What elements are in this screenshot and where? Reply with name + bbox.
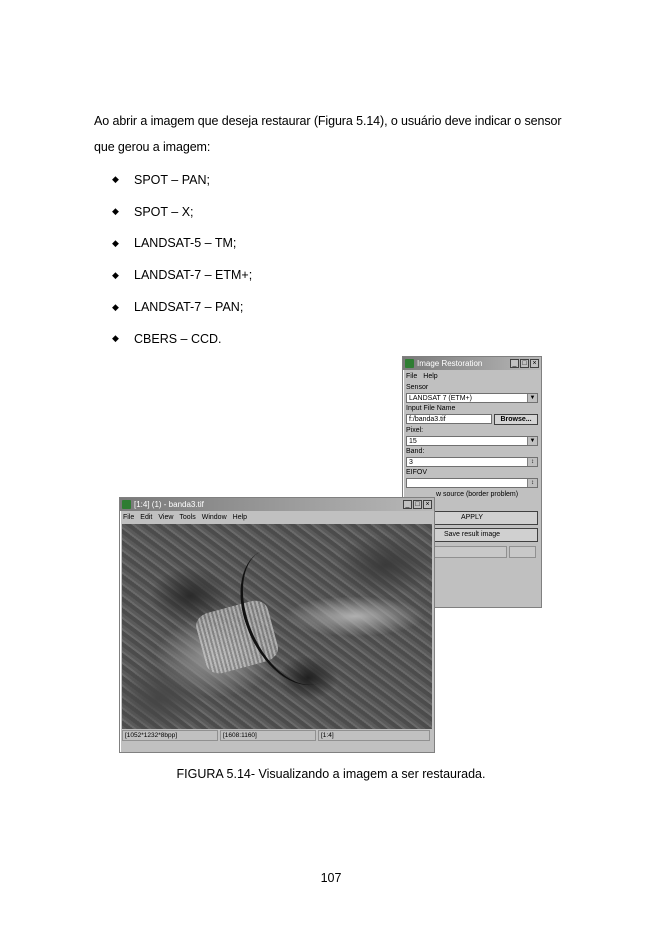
minimize-button[interactable]: _ <box>403 500 412 509</box>
bullet-icon: ◆ <box>112 237 119 248</box>
maximize-button[interactable]: □ <box>413 500 422 509</box>
viewer-statusbar <box>122 730 432 741</box>
restoration-titlebar[interactable] <box>403 357 541 370</box>
close-button[interactable]: × <box>530 359 539 368</box>
chevron-down-icon[interactable]: ▼ <box>527 394 537 402</box>
list-item <box>112 323 252 355</box>
sensor-item: LANDSAT-7 – ETM+; <box>134 268 253 283</box>
app-icon <box>405 359 414 368</box>
sensor-item: LANDSAT-7 – PAN; <box>134 300 244 315</box>
bullet-icon: ◆ <box>112 301 119 312</box>
band-value: 3 <box>409 459 413 466</box>
stepper-icon[interactable]: ↕ <box>527 479 537 487</box>
list-item <box>112 259 252 291</box>
sensor-select[interactable] <box>406 393 538 403</box>
bullet-icon: ◆ <box>112 269 119 280</box>
sensor-list <box>112 164 252 355</box>
menu-tools[interactable]: Tools <box>179 513 196 521</box>
pixel-label: Pixel: <box>406 427 424 434</box>
efov-label: EIFOV <box>406 469 428 476</box>
list-item <box>112 228 252 260</box>
border-checkbox-label[interactable]: w source (border problem) <box>436 491 519 498</box>
app-icon <box>122 500 131 509</box>
minimize-button[interactable]: _ <box>510 359 519 368</box>
pixel-select[interactable] <box>406 436 538 446</box>
image-viewer-window <box>119 497 435 753</box>
sensor-select-value: LANDSAT 7 (ETM+) <box>409 395 472 402</box>
status-coordinates: [1608:1160] <box>220 730 316 741</box>
page-number: 107 <box>320 871 342 885</box>
satellite-image[interactable] <box>122 524 432 729</box>
sensor-item: CBERS – CCD. <box>134 331 222 346</box>
menu-window[interactable]: Window <box>201 513 227 521</box>
window-title: [1:4] (1) - banda3.tif <box>134 500 204 509</box>
input-file-value: f:/banda3.tif <box>409 416 446 423</box>
menu-bar <box>120 511 434 523</box>
menu-file[interactable]: File <box>406 372 418 380</box>
stepper-icon[interactable]: ↕ <box>527 458 537 466</box>
viewer-titlebar[interactable] <box>120 498 434 511</box>
list-item <box>112 196 252 228</box>
menu-file[interactable]: File <box>123 513 135 521</box>
chevron-down-icon[interactable]: ▼ <box>527 437 537 445</box>
sensor-item: SPOT – PAN; <box>134 172 210 187</box>
efov-stepper[interactable] <box>406 478 538 488</box>
menu-help[interactable]: Help <box>423 372 438 380</box>
menu-view[interactable]: View <box>158 513 174 521</box>
input-file-label: Input File Name <box>406 405 456 412</box>
figure-caption: FIGURA 5.14- Visualizando a imagem a ser restaurada. <box>176 767 486 781</box>
status-dimensions: [1052*1232*8bpp] <box>122 730 218 741</box>
sensor-item: SPOT – X; <box>134 204 194 219</box>
maximize-button[interactable]: □ <box>520 359 529 368</box>
bullet-icon: ◆ <box>112 206 119 217</box>
band-stepper[interactable] <box>406 457 538 467</box>
list-item <box>112 291 252 323</box>
sensor-item: LANDSAT-5 – TM; <box>134 236 237 251</box>
list-item <box>112 164 252 196</box>
save-result-button[interactable]: Save result image <box>406 528 538 542</box>
sensor-label: Sensor <box>406 384 429 391</box>
browse-button[interactable]: Browse... <box>494 414 538 425</box>
close-button[interactable]: × <box>423 500 432 509</box>
menu-edit[interactable]: Edit <box>140 513 153 521</box>
band-label: Band: <box>406 448 425 455</box>
menu-help[interactable]: Help <box>232 513 248 521</box>
image-detail <box>224 533 357 699</box>
status-zoom: [1:4] <box>318 730 430 741</box>
pixel-value: 15 <box>409 438 417 445</box>
window-title: Image Restoration <box>417 359 483 368</box>
bullet-icon: ◆ <box>112 333 119 344</box>
input-file-field[interactable] <box>406 414 492 424</box>
apply-button[interactable]: APPLY <box>406 511 538 525</box>
intro-paragraph: Ao abrir a imagem que deseja restaurar (Figura 5.14), o usuário deve indicar o sensor que gerou a imagem: <box>94 114 562 154</box>
status-segment <box>509 546 536 558</box>
menu-bar <box>403 370 541 382</box>
bullet-icon: ◆ <box>112 174 119 185</box>
